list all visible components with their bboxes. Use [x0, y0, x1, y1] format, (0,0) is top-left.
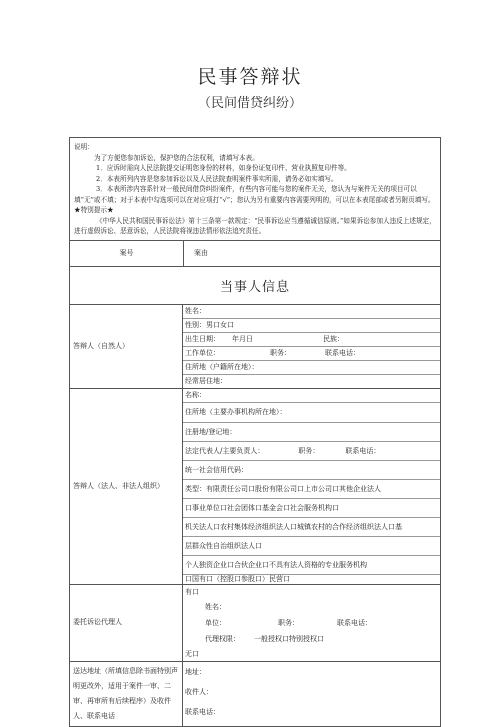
legal-person-fields: [183, 389, 440, 584]
agent-position-label: 职务：: [278, 618, 299, 627]
lp-type-line-6[interactable]: 口国有口（控股口参股口）民营口: [185, 574, 290, 583]
special-notice-text: 《中华人民共和国民事诉讼法》第十三条第一款规定：“民事诉讼应当遵循诚信原则。”如果诉讼参加人违反上述规定，进行虚假诉讼、恶意诉讼，人民法院将视违法情形依法追究责任。: [74, 216, 436, 235]
instructions-p2: 1．应诉时需向人民法院提交证明您身份的材料，如身份证复印件、营业执照复印件等。: [96, 164, 351, 172]
special-notice-heading: ★特别提示★: [74, 206, 114, 214]
instructions-p4: 3．本表所涉内容系针对一般民间借贷纠纷案件，有些内容可能与您的案件无关，您认为与案件无关的项目可以填“无”或不填；对于本表中勾选项可以在对应项打“√”；您认为另有重要内容需要列明的，可以在本表尾部或者另附页填写。: [74, 185, 435, 204]
instructions-block: [70, 138, 440, 241]
document-title: 民事答辩状: [197, 66, 303, 88]
np-birth-ethnicity-field[interactable]: [183, 333, 440, 347]
lp-type-line-1[interactable]: 类型：有限责任公司口股份有限公司口上市公司口其他企业法人: [183, 480, 440, 499]
agent-row: [70, 585, 440, 662]
lp-position-label: 职务：: [298, 446, 320, 455]
agent-label: 委托诉讼代理人: [70, 585, 183, 661]
lp-type-line-3[interactable]: 机关法人口农村集体经济组织法人口城镇农村的合作经济组织法人口基: [183, 518, 440, 537]
service-recipient-field[interactable]: 收件人：: [185, 687, 213, 696]
np-phone-label: 联系电话：: [325, 348, 360, 357]
np-residence-field[interactable]: 经常居住地：: [185, 376, 227, 385]
lp-type-line-4[interactable]: 层群众性自治组织法人口: [183, 537, 440, 556]
agent-fields: [183, 585, 440, 661]
lp-rep-field[interactable]: [183, 442, 440, 461]
instructions-heading: 说明：: [74, 143, 94, 151]
np-domicile-field[interactable]: 住所地（户籍所在地）：: [183, 361, 440, 375]
natural-person-row: [70, 305, 440, 389]
agent-authority-label: 代理权限：: [205, 634, 240, 643]
np-name-field[interactable]: 姓名：: [183, 305, 440, 319]
service-address-fields: [183, 662, 440, 726]
np-birth-units: 年月日: [232, 334, 253, 343]
lp-address-field[interactable]: 住所地（主要办事机构所在地）：: [183, 403, 440, 423]
service-address-field[interactable]: 地址：: [185, 667, 206, 676]
agent-authority-field[interactable]: [183, 631, 440, 647]
agent-unit-label: 单位：: [205, 618, 226, 627]
form-table: [69, 137, 441, 727]
case-number-row: [70, 241, 440, 267]
service-address-row: [70, 662, 440, 726]
lp-registered-field[interactable]: 注册地/登记地：: [183, 423, 440, 442]
case-number-label: 案号: [70, 241, 184, 266]
np-position-label: 职务：: [270, 348, 291, 357]
instructions-p1: 为了方便您参加诉讼，保护您的合法权利，请填写本表。: [94, 153, 259, 162]
agent-unit-field[interactable]: [183, 615, 440, 631]
lp-name-field[interactable]: 名称：: [183, 389, 440, 403]
instructions-p3: 2．本表所列内容是您参加诉讼以及人民法院查明案件事实所需，请务必如实填写。: [96, 174, 338, 183]
agent-authority-options: 一般授权口特别授权口: [254, 634, 324, 643]
np-gender-field[interactable]: 性别：男口女口: [183, 319, 440, 333]
natural-person-fields: [183, 305, 440, 388]
document-subtitle: （民间借贷纠纷）: [197, 96, 302, 111]
agent-none-checkbox[interactable]: 无口: [185, 649, 199, 658]
party-info-section-title: [70, 267, 440, 305]
case-cause-label: 案由: [194, 249, 208, 257]
agent-has-checkbox[interactable]: 有口: [185, 587, 199, 596]
np-work-unit-label: 工作单位：: [185, 348, 220, 357]
lp-rep-label: 法定代表人/主要负责人：: [185, 446, 265, 455]
np-work-field[interactable]: [183, 347, 440, 361]
agent-phone-label: 联系电话：: [337, 618, 372, 627]
legal-person-label: 答辩人（法人、非法人组织）: [70, 389, 183, 584]
np-ethnicity-label: 民族：: [323, 334, 344, 343]
service-address-label: 送达地址（所填信息除书面特别声明更改外，适用于案件一审、二审、再审所有后续程序）及收件人、联系电话: [70, 662, 183, 726]
service-phone-field[interactable]: 联系电话：: [185, 707, 220, 716]
lp-type-line-5[interactable]: 个人独资企业口合伙企业口不具有法人资格的专业服务机构: [183, 556, 440, 575]
legal-person-row: [70, 389, 440, 585]
lp-credit-code-field[interactable]: 统一社会信用代码：: [183, 461, 440, 480]
natural-person-label: 答辩人（自然人）: [70, 305, 183, 388]
np-birth-label: 出生日期：: [185, 334, 220, 343]
agent-name-field[interactable]: 姓名：: [205, 602, 226, 611]
lp-phone-label: 联系电话：: [345, 446, 381, 455]
lp-type-line-2[interactable]: 口事业单位口社会团体口基金会口社会服务机构口: [183, 499, 440, 518]
section-title-text: 当事人信息: [219, 279, 290, 295]
